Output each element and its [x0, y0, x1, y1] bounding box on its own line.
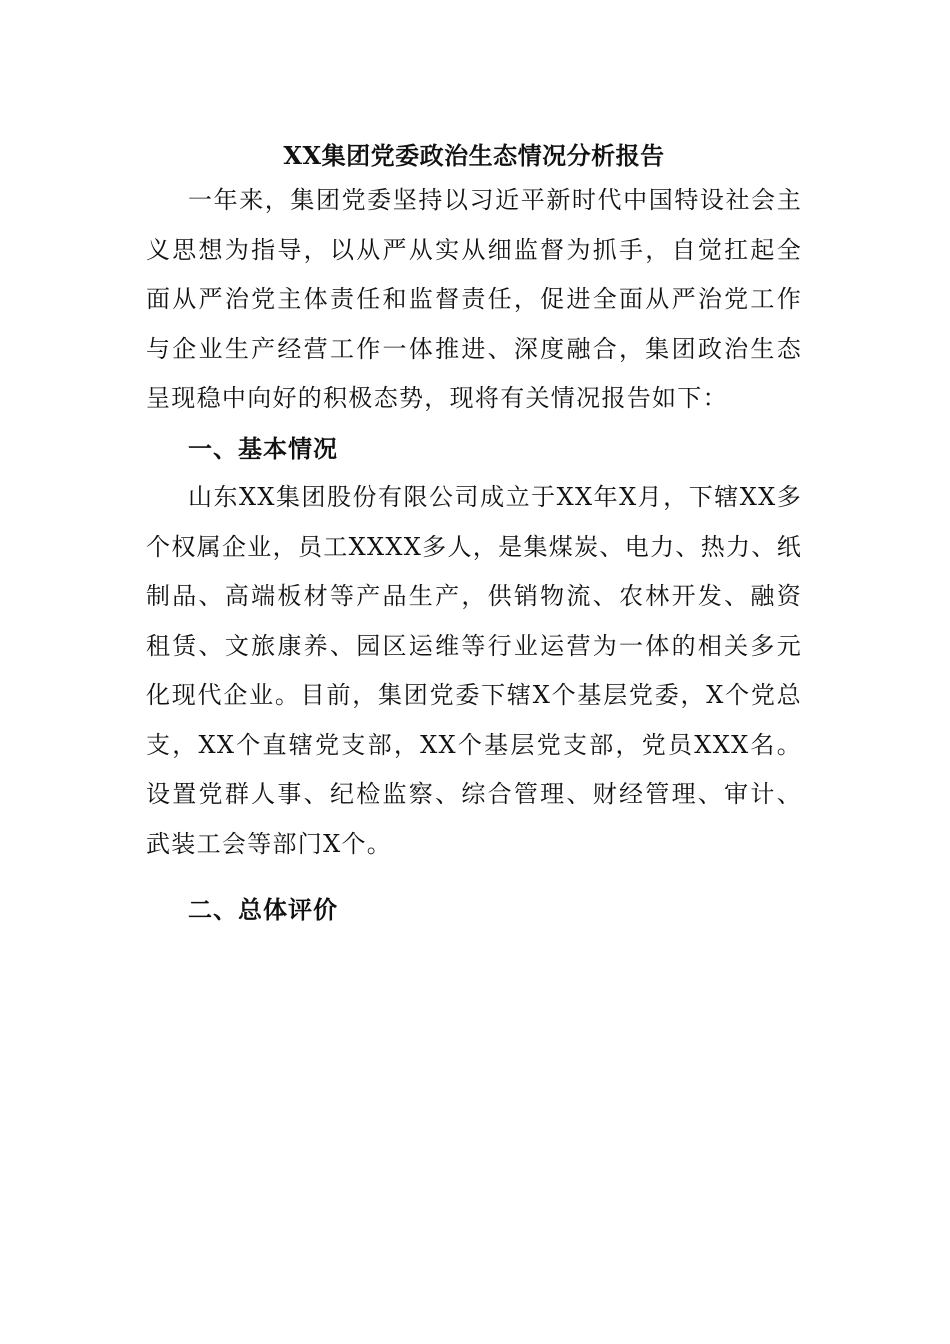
document-title: XX集团党委政治生态情况分析报告	[283, 141, 665, 170]
basic-situation-paragraph: 山东XX集团股份有限公司成立于XX年X月，下辖XX多个权属企业，员工XXXX多人，是集煤炭、电力、热力、纸制品、高端板材等产品生产，供销物流、农林开发、融资租赁、文旅康养、园区运维等行业运营为一体的相关多元化现代企业。目前，集团党委下辖X个基层党委，X个党总支，XX个直辖党支部，XX个基层党支部，党员XXX名。设置党群人事、纪检监察、综合管理、财经管理、审计、武装工会等部门X个。	[146, 483, 802, 858]
section-heading-overall-evaluation: 二、总体评价	[188, 895, 338, 924]
section-heading-basic-situation: 一、基本情况	[188, 433, 338, 463]
intro-paragraph: 一年来，集团党委坚持以习近平新时代中国特设社会主义思想为指导，以从严从实从细监督为抓手，自觉扛起全面从严治党主体责任和监督责任，促进全面从严治党工作与企业生产经营工作一体推进、深度融合，集团政治生态呈现稳中向好的积极态势，现将有关情况报告如下：	[146, 186, 802, 412]
document-body	[146, 136, 802, 935]
